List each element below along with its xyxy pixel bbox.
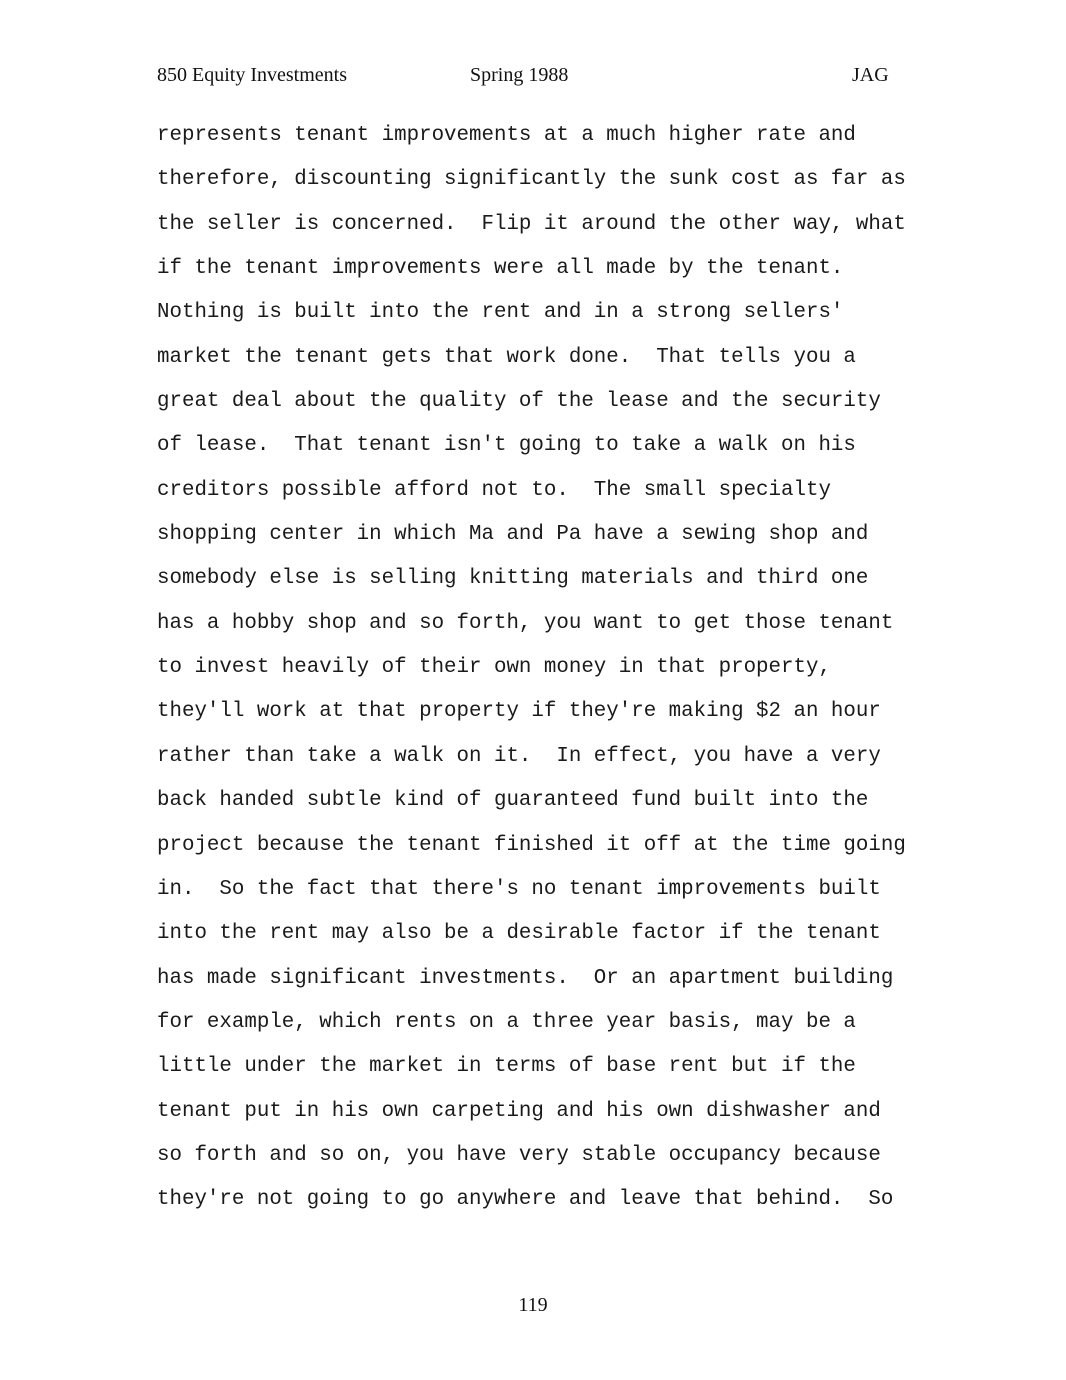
text-line: somebody else is selling knitting materials and third one	[157, 567, 869, 591]
text-line: the seller is concerned. Flip it around the other way, what	[157, 212, 906, 236]
header-initials: JAG	[852, 64, 889, 86]
text-line: rather than take a walk on it. In effect, you have a very	[157, 744, 881, 768]
text-line: tenant put in his own carpeting and his own dishwasher and	[157, 1099, 881, 1123]
text-line: they're not going to go anywhere and leave that behind. So	[157, 1188, 894, 1212]
text-line: creditors possible afford not to. The small specialty	[157, 478, 831, 502]
text-line: has made significant investments. Or an apartment building	[157, 966, 894, 990]
text-line: if the tenant improvements were all made by the tenant.	[157, 257, 844, 281]
text-line: so forth and so on, you have very stable occupancy because	[157, 1143, 881, 1167]
header-term: Spring 1988	[470, 64, 569, 86]
text-line: to invest heavily of their own money in that property,	[157, 656, 831, 680]
text-line: in. So the fact that there's no tenant improvements built	[157, 877, 881, 901]
text-line: for example, which rents on a three year basis, may be a	[157, 1010, 856, 1034]
text-line: they'll work at that property if they're making $2 an hour	[157, 700, 881, 724]
text-line: little under the market in terms of base rent but if the	[157, 1055, 856, 1079]
text-line: has a hobby shop and so forth, you want to get those tenant	[157, 611, 894, 635]
text-line: Nothing is built into the rent and in a strong sellers'	[157, 301, 844, 325]
text-line: of lease. That tenant isn't going to take a walk on his	[157, 434, 856, 458]
text-line: shopping center in which Ma and Pa have a sewing shop and	[157, 523, 869, 547]
transcript-body	[157, 122, 917, 1231]
text-line: represents tenant improvements at a much higher rate and	[157, 124, 856, 147]
page-number: 119	[518, 1294, 548, 1316]
text-line: therefore, discounting significantly the sunk cost as far as	[157, 168, 906, 192]
text-line: project because the tenant finished it off at the time going	[157, 833, 906, 857]
header-course: 850 Equity Investments	[157, 64, 347, 86]
text-line: market the tenant gets that work done. That tells you a	[157, 345, 856, 369]
text-line: back handed subtle kind of guaranteed fund built into the	[157, 789, 869, 813]
text-line: great deal about the quality of the lease and the security	[157, 390, 881, 414]
text-line: into the rent may also be a desirable factor if the tenant	[157, 922, 881, 946]
